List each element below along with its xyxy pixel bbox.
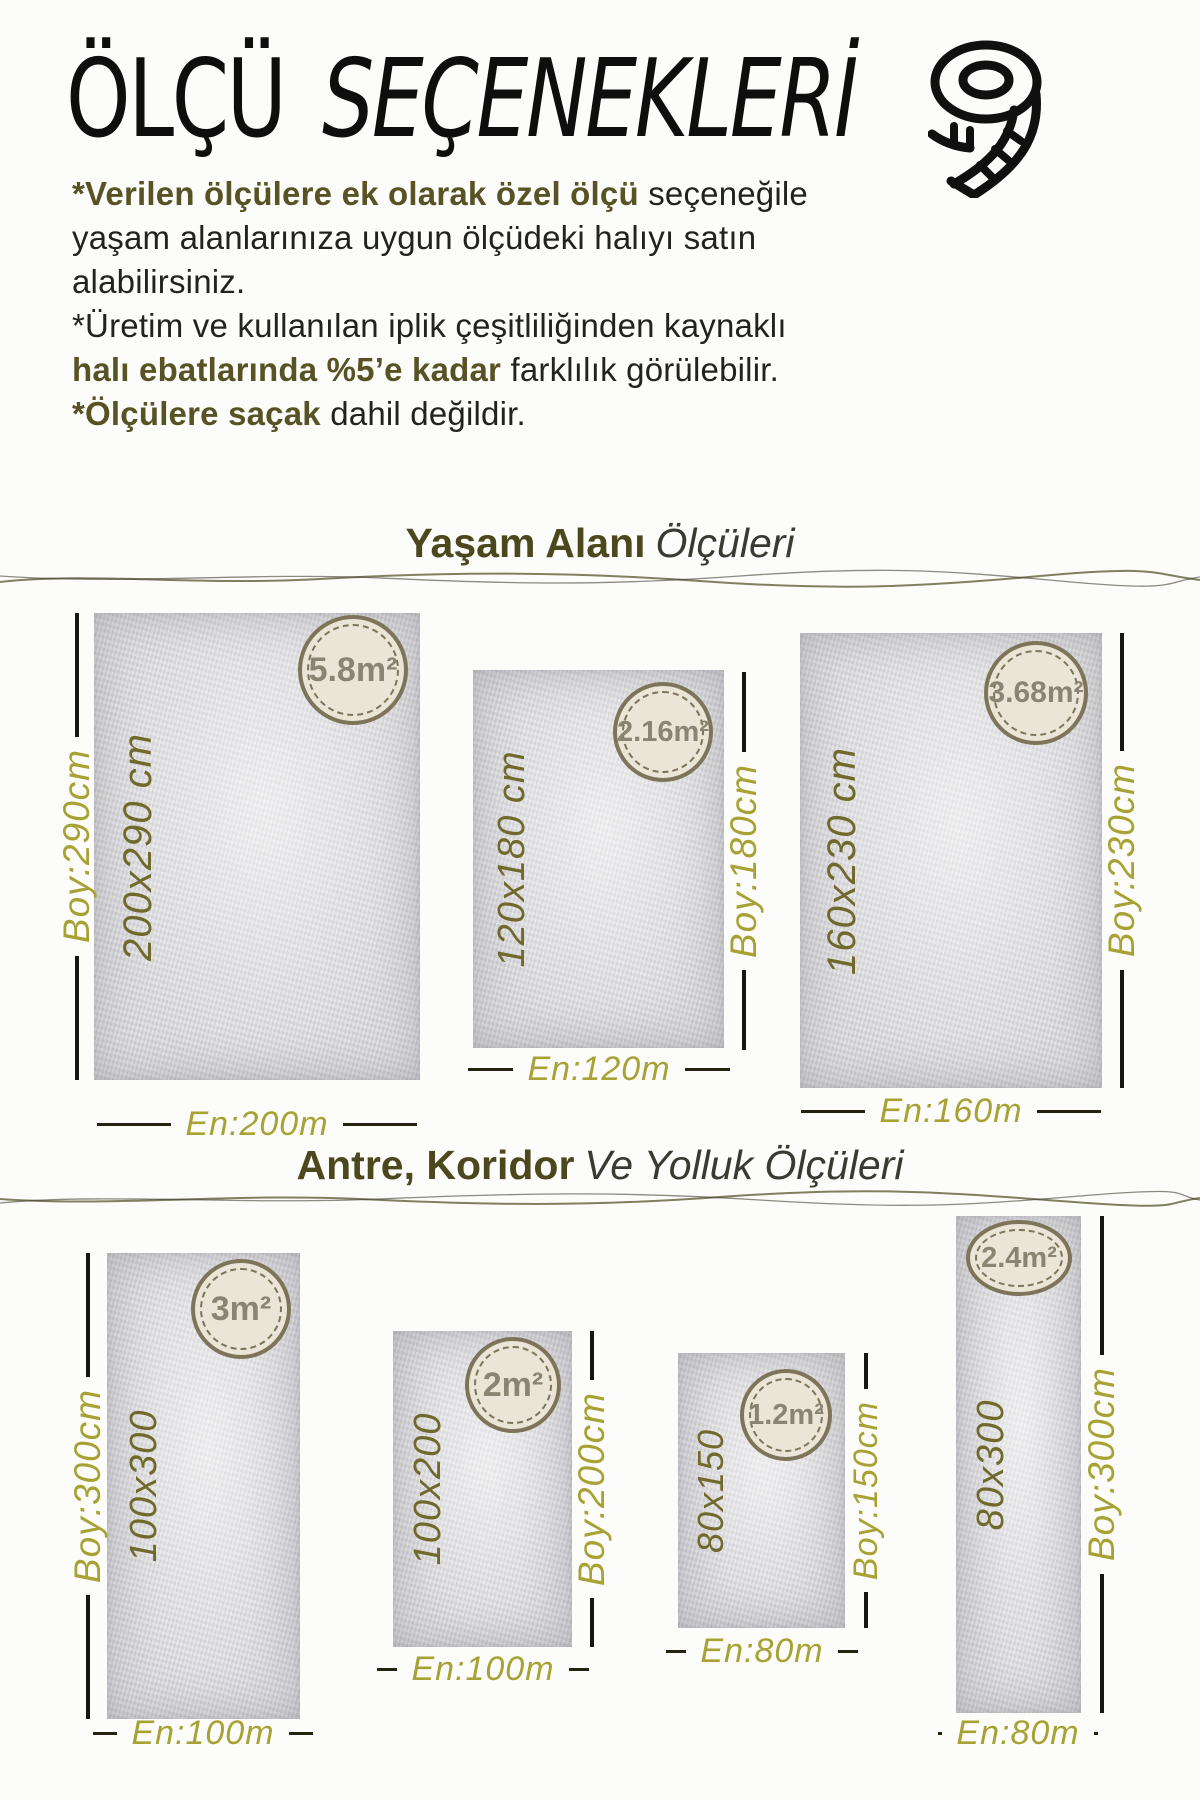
boy-dimension [1080,1216,1124,1713]
area-badge [740,1369,832,1461]
section-title-corridor [0,1142,1200,1189]
section-title-living-area-bold: Yaşam Alanı [405,520,646,566]
rug-size-label: 120x180 cm [491,750,533,968]
wavy-divider [0,568,1200,590]
dimension-line [590,1598,594,1647]
area-badge-label: 2.16m² [617,715,709,748]
dimension-line [742,970,746,1050]
dimension-line [685,1068,730,1071]
intro-line-6-bold: *Ölçülere saçak [72,395,321,432]
rug-size-label: 100x300 [123,1409,165,1563]
dimension-line [938,1732,942,1735]
dimension-line [742,672,746,752]
dimension-line [468,1068,513,1071]
en-dimension-label: En:100m [411,1650,555,1688]
area-badge [984,641,1088,745]
dimension-line [1037,1110,1101,1113]
intro-line-1-bold: *Verilen ölçülere ek olarak özel ölçü [72,175,639,212]
dimension-line [86,1253,90,1377]
en-dimension [468,1050,730,1089]
page-title-word2: SEÇENEKLERİ [322,37,857,162]
dimension-line [864,1592,868,1628]
rug-100x200 [393,1331,572,1647]
en-dimension-label: En:200m [185,1105,329,1143]
dimension-line [838,1650,858,1653]
dimension-line [801,1110,865,1113]
dimension-line [590,1331,594,1380]
area-badge [966,1220,1072,1296]
wavy-divider [0,1188,1200,1210]
boy-dimension [722,672,766,1050]
rug-size-label: 100x200 [407,1412,449,1566]
intro-line-5-rest: farklılık görülebilir. [501,351,779,388]
boy-dimension-label: Boy:230cm [1101,763,1142,958]
area-badge [191,1259,291,1359]
rug-120x180 [473,670,724,1048]
boy-dimension [570,1331,614,1647]
measuring-tape-icon [928,38,1050,198]
en-dimension-label: En:100m [131,1714,275,1752]
section-title-living-area [0,520,1200,567]
area-badge-label: 5.8m² [308,650,398,689]
dimension-line [377,1668,397,1671]
en-dimension-label: En:120m [527,1050,671,1088]
intro-line-1-rest: seçeneğile [638,175,808,212]
intro-text [72,172,892,436]
area-badge [613,682,713,782]
en-dimension [938,1714,1098,1753]
intro-line-4: *Üretim ve kullanılan iplik çeşitliliğinden kaynaklı [72,307,787,344]
dimension-line [75,956,79,1080]
boy-dimension [1100,633,1144,1088]
dimension-line [569,1668,589,1671]
boy-dimension-label: Boy:300cm [1081,1367,1122,1562]
area-badge-label: 2.4m² [981,1241,1057,1274]
dimension-line [97,1123,171,1126]
dimension-line [75,613,79,737]
boy-dimension-label: Boy:180cm [723,763,764,959]
en-dimension [666,1632,858,1671]
section-title-living-area-italic: Ölçüleri [655,520,795,566]
dimension-line [666,1650,686,1653]
page-title [66,37,857,162]
boy-dimension [66,1253,110,1719]
page-title-word1: ÖLÇÜ [66,37,285,162]
area-badge-label: 3.68m² [988,676,1084,709]
dimension-line [93,1732,117,1735]
en-dimension [801,1092,1101,1131]
intro-line-1 [72,172,892,216]
en-dimension [97,1105,417,1144]
area-badge [465,1337,561,1433]
rug-size-label: 160x230 cm [820,746,864,975]
intro-line-5-bold: halı ebatlarında %5’e kadar [72,351,502,388]
boy-dimension-label: Boy:200cm [571,1391,612,1587]
section-title-corridor-italic: Ve Yolluk Ölçüleri [584,1142,904,1188]
dimension-line [289,1732,313,1735]
en-dimension-label: En:80m [700,1632,824,1670]
en-dimension-label: En:80m [956,1714,1080,1752]
rug-100x300 [107,1253,300,1719]
en-dimension [93,1714,313,1753]
dimension-line [1100,1574,1104,1713]
intro-line-3: alabilirsiniz. [72,263,246,300]
boy-dimension-label: Boy:290cm [56,749,97,944]
dimension-line [1094,1732,1098,1735]
section-title-corridor-bold: Antre, Koridor [296,1142,575,1188]
en-dimension-label: En:160m [879,1092,1023,1130]
area-badge-label: 2m² [482,1365,544,1404]
dimension-line [343,1123,417,1126]
dimension-line [1120,633,1124,751]
boy-dimension [55,613,99,1080]
rug-160x230 [800,633,1102,1088]
area-badge [298,615,408,725]
rug-size-label: 80x150 [690,1428,731,1553]
en-dimension [377,1650,589,1689]
dimension-line [1100,1216,1104,1355]
rug-size-label: 80x300 [970,1399,1012,1530]
intro-line-6 [72,392,892,436]
rug-size-label: 200x290 cm [116,732,160,961]
rug-200x290 [94,613,420,1080]
intro-line-2: yaşam alanlarınıza uygun ölçüdeki halıyı satın [72,219,757,256]
dimension-line [864,1353,868,1389]
dimension-line [86,1595,90,1719]
area-badge-label: 1.2m² [748,1398,824,1431]
rug-80x150 [678,1353,845,1628]
intro-line-6-rest: dahil değildir. [320,395,526,432]
intro-line-5 [72,348,892,392]
area-badge-label: 3m² [210,1289,272,1328]
boy-dimension-label: Boy:150cm [846,1400,885,1581]
boy-dimension [844,1353,888,1628]
boy-dimension-label: Boy:300cm [67,1388,108,1584]
dimension-line [1120,970,1124,1088]
rug-80x300 [956,1216,1081,1713]
